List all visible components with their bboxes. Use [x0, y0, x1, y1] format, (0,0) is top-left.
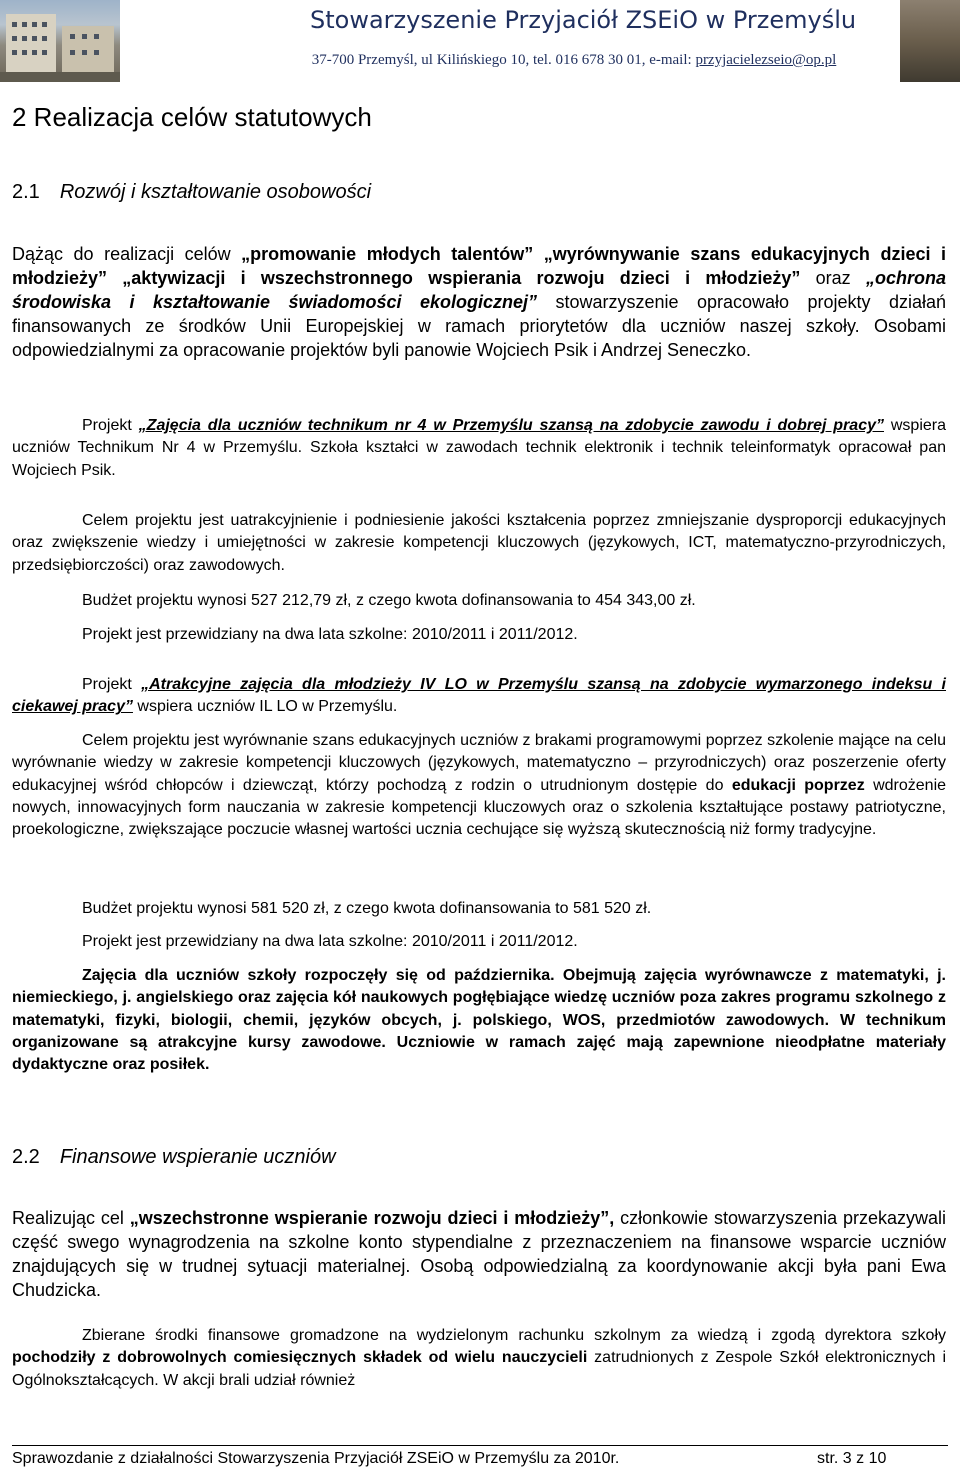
footer-report-title: Sprawozdanie z działalności Stowarzyszenia Przyjaciół ZSEiO w Przemyślu za 2010r.	[12, 1450, 620, 1467]
intro-paragraph	[12, 242, 946, 362]
support-p2-bold: pochodziły z dobrowolnych comiesięcznych składek od wielu nauczycieli	[12, 1349, 588, 1367]
intro-text-e: stowarzyszenie opracowało projekty działań finansowanych ze środków Unii Europejskiej w ramach priorytetów dla uczniów naszej szkoły. Osobami odpowiedzialnymi za opracowanie projektów byli panowie Wojciech Psik i Andrzej Seneczko.	[12, 292, 946, 360]
project1-prefix: Projekt	[82, 417, 139, 434]
project2-duration-text: Projekt jest przewidziany na dwa lata szkolne: 2010/2011 i 2011/2012.	[82, 933, 578, 950]
email-link[interactable]: przyjacielezseio@op.pl	[695, 52, 837, 68]
support-p1-a: Realizując cel	[12, 1208, 130, 1228]
section-2-1-title: Rozwój i kształtowanie osobowości	[59, 181, 372, 203]
support-p2-c: zatrudnionych z Zespole Szkół elektronicznych i Ogólnokształcących. W akcji brali udział również	[12, 1349, 946, 1389]
intro-ecology-goal: „ochrona środowiska i kształtowanie świadomości ekologicznej”	[12, 268, 946, 312]
project1-goal-text: Celem projektu jest uatrakcyjnienie i podniesienie jakości kształcenia poprzez zmniejszanie dysproporcji edukacyjnych oraz zwiększenie wiedzy i umiejętności w zakresie kompetencji kluczowych (językowych, ICT, matematyczno-przyrodniczych, przedsiębiorczości) oraz zawodowych.	[12, 512, 946, 574]
support-paragraph-2	[12, 1325, 946, 1392]
project1-name: „Zajęcia dla uczniów technikum nr 4 w Przemyślu szansą na zdobycie zawodu i dobrej pracy”	[138, 417, 884, 434]
project1-goal	[12, 510, 946, 577]
section-2-2-heading	[12, 1146, 336, 1169]
support-p2-a: Zbierane środki finansowe gromadzone na wydzielonym rachunku szkolnym za wiedzą i zgodą dyrektora szkoły	[82, 1327, 946, 1344]
support-p1-c: członkowie stowarzyszenia przekazywali część swego wynagrodzenia na szkolne konto stypendialne z przeznaczeniem na finansowe wsparcie uczniów znajdujących się w trudnej sytuacji materialnej. Osobą odpowiedzialną za koordynowanie akcji była pani Ewa Chudzicka.	[12, 1208, 946, 1300]
address-text: 37-700 Przemyśl, ul Kilińskiego 10, tel. 016 678 30 01, e-mail:	[311, 52, 696, 68]
project2-goal-a: Celem projektu jest wyrównanie szans edukacyjnych uczniów z brakami programowymi poprzez szkolenie mające na celu wyrównanie wiedzy w zakresie kompetencji kluczowych (językowych, matematyczno – przyrodniczych) oraz poszerzenie oferty edukacyjnej wśród chłopców i dziewcząt, którzy pochodzą z rodzin o utrudnionym dostępie do	[12, 732, 946, 794]
section-2-1-heading	[12, 181, 371, 204]
support-p1-bold: „wszechstronne wspieranie rozwoju dzieci i młodzieży”,	[129, 1208, 615, 1228]
organization-address	[264, 52, 884, 69]
project1-duration	[12, 624, 946, 646]
project1-budget-text: Budżet projektu wynosi 527 212,79 zł, z czego kwota dofinansowania to 454 343,00 zł.	[82, 592, 696, 609]
footer-page-number: str. 3 z 10	[817, 1450, 887, 1467]
project1-budget	[12, 590, 946, 612]
section-2-2-number: 2.2	[12, 1146, 40, 1168]
organization-name: Stowarzyszenie Przyjaciół ZSEiO w Przemyślu	[310, 6, 857, 34]
project2-intro	[12, 674, 946, 719]
project2-name: „Atrakcyjne zajęcia dla młodzieży IV LO w Przemyślu szansą na zdobycie wymarzonego indeksu i ciekawej pracy”	[12, 676, 946, 716]
intro-text-c: oraz	[800, 268, 866, 288]
project1-intro	[12, 415, 946, 482]
project2-budget	[12, 898, 946, 920]
section-2-1-number: 2.1	[12, 181, 40, 203]
project2-classes-text: Zajęcia dla uczniów szkoły rozpoczęły się od października. Obejmują zajęcia wyrównawcze z matematyki, j. niemieckiego, j. angielskiego oraz zajęcia kół naukowych pogłębiające wiedzę uczniów poza zakres programu szkolnego z matematyki, fizyki, biologii, chemii, języków obcych, j. polskiego, WOS, przedmiotów zawodowych. W technikum organizowane są atrakcyjne kursy zawodowe. Uczniowie w ramach zajęć mają zapewnione nieodpłatne materiały dydaktyczne oraz posiłek.	[12, 967, 946, 1074]
project1-suffix: wspiera uczniów Technikum Nr 4 w Przemyślu. Szkoła kształci w zawodach technik elektronik i technik teleinformatyk opracował pan Wojciech Psik.	[12, 417, 947, 479]
project2-suffix: wspiera uczniów IL LO w Przemyślu.	[132, 698, 398, 716]
section-2-2-title: Finansowe wspieranie uczniów	[59, 1146, 336, 1168]
intro-text-a: Dążąc do realizacji celów	[12, 244, 242, 264]
project2-goal-bold: edukacji poprzez	[731, 776, 865, 794]
project2-prefix: Projekt	[82, 676, 142, 693]
school-building-photo	[0, 0, 120, 82]
project2-goal	[12, 730, 946, 841]
project2-goal-c: wdrożenie nowych, innowacyjnych form nauczania w zakresie kompetencji kluczowych oraz o szkolenia kształtujące postawy patriotyczne, proekologiczne, zwiększające poczucie własnej wartości ucznia cechujące się wyższą skutecznością niż formy tradycyjne.	[12, 776, 947, 839]
project2-classes	[12, 965, 946, 1076]
footer-divider	[12, 1445, 948, 1446]
project1-duration-text: Projekt jest przewidziany na dwa lata szkolne: 2010/2011 i 2011/2012.	[82, 626, 578, 643]
project2-budget-text: Budżet projektu wynosi 581 520 zł, z czego kwota dofinansowania to 581 520 zł.	[82, 900, 652, 917]
intro-goals-bold: „promowanie młodych talentów” „wyrównywanie szans edukacyjnych dzieci i młodzieży” „aktywizacji i wszechstronnego wspierania rozwoju dzieci i młodzieży”	[12, 244, 946, 288]
section-2-heading: 2 Realizacja celów statutowych	[12, 102, 372, 132]
header-photo-right	[900, 0, 960, 82]
project2-duration	[12, 931, 946, 953]
support-paragraph-1	[12, 1206, 946, 1302]
